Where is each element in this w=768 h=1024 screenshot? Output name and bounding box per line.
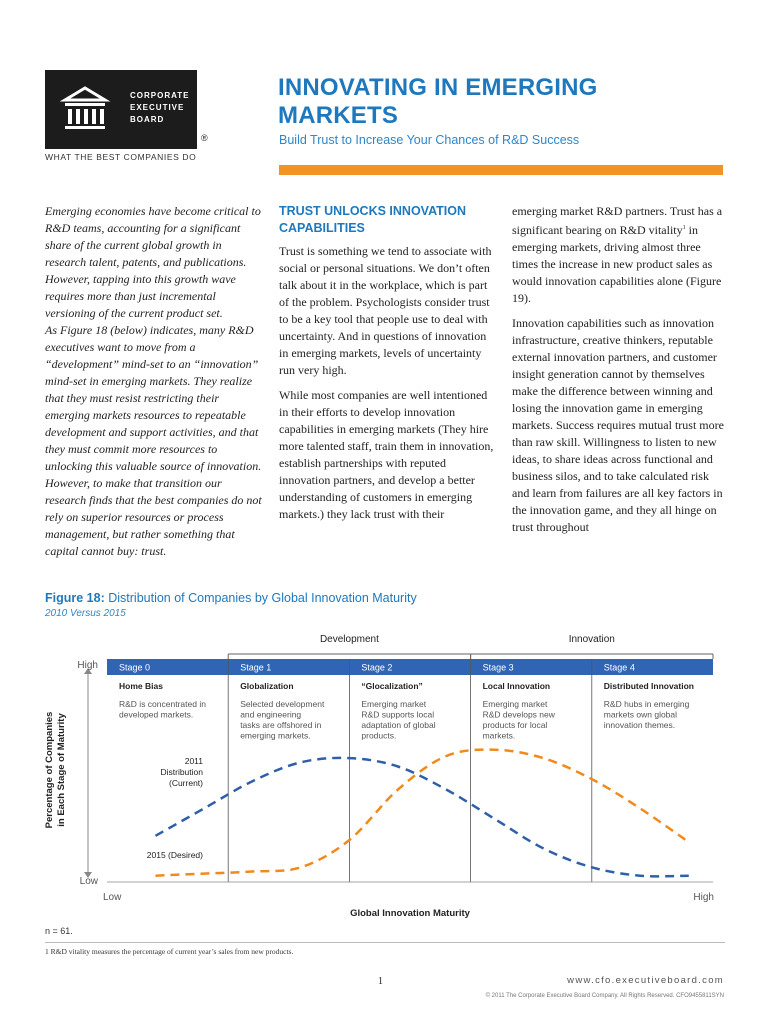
body-paragraph: While most companies are well intentioned in their efforts to develop innovation capabilities in emerging markets (They hire more talented staff, train them in innovation, establish partnerships with reputed innovation partners, and develop a better understanding of customers in emerging markets.) they lack trust with their [279,388,494,521]
footnote-divider [45,942,725,943]
body-column-2 [279,243,495,531]
page-number: 1 [378,976,383,987]
footnote: 1 R&D vitality measures the percentage of current year’s sales from new products. [45,947,294,956]
title-line-2: MARKETS [278,102,399,129]
stage-label: Stage 3 [482,662,514,673]
intro-paragraph-2: As Figure 18 (below) indicates, many R&D executives want to move from a “development” mind-set to an “innovation” mind-set in emerging markets. They realize that they must resist restricting their emerging markets resources to repeatable development and support activities, and that they must commit more resources to unlocking this valuable source of innovation. However, to make that transition our research finds that the best companies do not rely on superior resources or process management, but rather something that capital cannot buy: trust. [45,323,262,558]
y-axis-low-label: Low [79,876,98,887]
stage-name: Local Innovation [482,681,551,691]
stage-description: developed markets. [119,709,194,720]
body-paragraph: Innovation capabilities such as innovation infrastructure, creative thinkers, reputable external innovation partners, and customer insight generation cannot by themselves make the difference between winning and losing the innovation game in emerging markets. Success requires mutual trust more than raw skill. Willingness to listen to new ideas, to share ideas across functional and business silos, and to take calculated risk and learn from failures are all key factors in the innovation game, and they all hinge on trust throughout [512,316,724,534]
title-line-1: INNOVATING IN EMERGING [278,74,598,101]
stage-description: innovation themes. [603,720,676,730]
body-column-3 [512,203,727,544]
series-2011-label: Distribution [160,767,203,777]
group-label: Development [319,634,379,645]
intro-column [45,203,263,560]
stage-description: tasks are offshored in [240,720,322,730]
footnote-ref: 1 [682,225,686,231]
registered-mark: ® [201,133,208,143]
section-heading: TRUST UNLOCKS INNOVATION CAPABILITIES [279,204,467,235]
stage-name: “Glocalization” [361,681,423,691]
figure-subtitle: 2010 Versus 2015 [45,608,126,619]
sample-size-note: n = 61. [45,926,73,936]
y-axis-title: in Each Stage of Maturity [56,713,67,827]
stage-description: Emerging market [482,699,548,709]
stage-description: emerging markets. [240,730,311,741]
intro-paragraph-1: Emerging economies have become critical to R&D teams, accounting for a significant share of the current global growth in research talent, patents, and publications. However, tapping into this growth wave requires more than just incremental versioning of the current product set. [45,204,261,320]
group-label: Innovation [568,634,615,645]
stage-description: R&D supports local [361,709,435,720]
stage-name: Distributed Innovation [603,681,695,691]
stage-label: Stage 1 [240,662,272,673]
maturity-chart [0,620,768,920]
body-paragraph: Trust is something we tend to associate with social or personal situations. We don’t often talk about it in the workplace, which is part of the problem. Psychologists consider trust to be a key tool that people use to deal with uncertainty. And in questions of innovation in emerging markets, levels of uncertainty run very high. [279,244,492,377]
logo-line-2: EXECUTIVE [130,103,185,112]
website-link[interactable]: www.cfo.executiveboard.com [567,975,724,986]
building-columns-icon [45,70,125,149]
stage-description: markets own global [603,709,678,720]
series-2011-line [155,758,688,876]
stage-description: Emerging market [361,699,427,709]
series-2011-label: 2011 [184,756,203,766]
page-subtitle: Build Trust to Increase Your Chances of R&D Success [279,133,580,147]
stage-name: Home Bias [119,681,163,691]
stage-name: Globalization [240,681,294,691]
stage-description: R&D is concentrated in [119,699,206,709]
stage-description: Selected development [240,699,325,709]
stage-description: markets. [482,730,516,741]
logo-tagline: WHAT THE BEST COMPANIES DO [45,152,197,162]
x-axis-high-label: High [693,892,714,903]
x-axis-title: Global Innovation Maturity [350,908,470,919]
series-2015-line [155,750,688,876]
body-paragraph: emerging market R&D partners. Trust has a significant bearing on R&D vitality$^1$ in emerging markets, driving almost three times the increase in new product sales as would innovation capabilities alone (Figure 19). [512,204,723,305]
stage-label: Stage 4 [603,662,635,673]
y-axis-high-label: High [77,660,98,671]
stage-description: R&D hubs in emerging [603,699,690,709]
series-2015-label: 2015 (Desired) [146,850,203,860]
logo-line-3: BOARD [130,115,165,124]
logo-line-1: CORPORATE [130,91,190,100]
accent-bar [279,165,723,175]
logo-wordmark [130,90,190,126]
figure-title: Figure 18: Distribution of Companies by Global Innovation Maturity [45,591,417,605]
stage-description: products for local [482,720,548,730]
stage-description: products. [361,730,397,741]
stage-description: adaptation of global [361,720,436,730]
copyright: © 2011 The Corporate Executive Board Company. All Rights Reserved. CFO9455811SYN [485,993,724,999]
page-title [278,74,748,130]
x-axis-low-label: Low [103,892,122,903]
stage-label: Stage 0 [119,662,151,673]
stage-label: Stage 2 [361,662,393,673]
figure-label: Figure 18: [45,591,105,605]
stage-description: and engineering [240,709,302,720]
stage-description: R&D develops new [482,709,555,720]
series-2011-label: (Current) [168,778,203,788]
y-axis-title: Percentage of Companies [44,711,55,829]
